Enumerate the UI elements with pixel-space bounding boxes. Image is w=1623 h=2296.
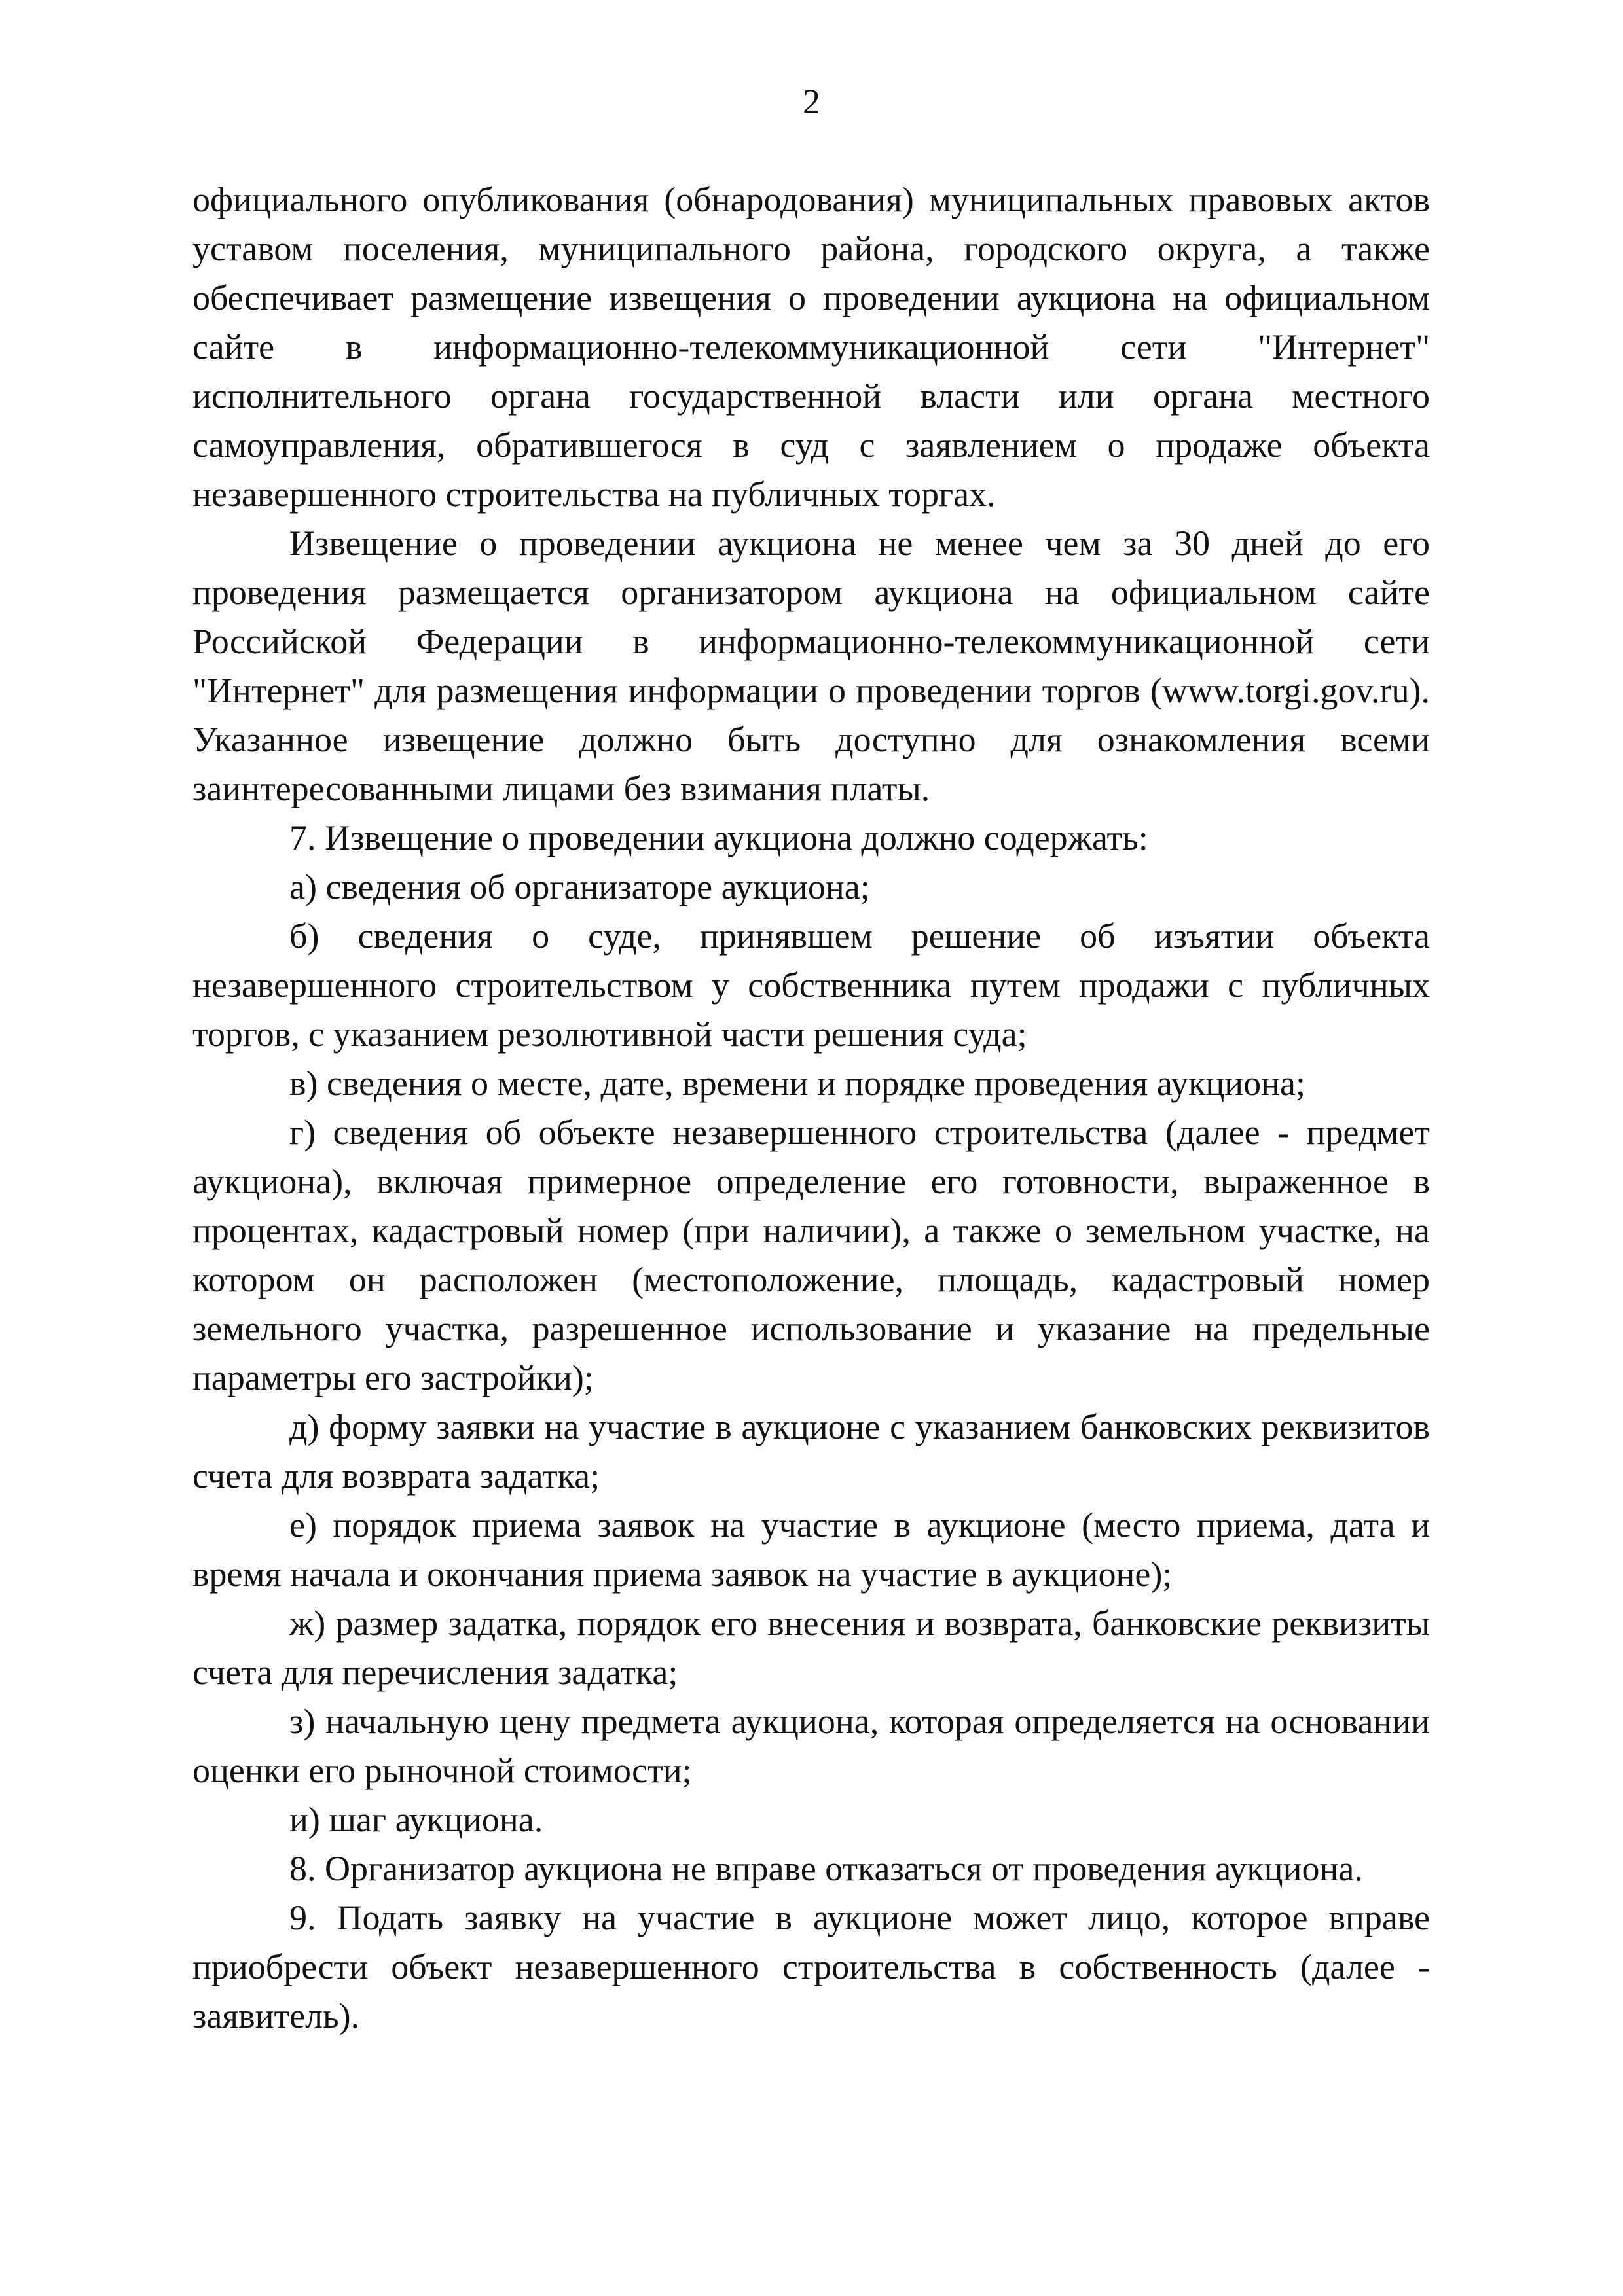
- list-item: и) шаг аукциона.: [289, 1800, 543, 1839]
- paragraph: Извещение о проведении аукциона не менее чем за 30 дней до его проведения размещается организатором аукциона на официальном сайте Российской Федерации в информационно-телекоммуникационной сети "Интернет" для размещения информации о проведении торгов (www.torgi.gov.ru). Указанное извещение должно быть доступно для ознакомления всеми заинтересованными лицами без взимания платы.: [192, 524, 1430, 808]
- list-item: ж) размер задатка, порядок его внесения и возврата, банковские реквизиты счета для перечисления задатка;: [192, 1604, 1430, 1692]
- document-body: [192, 175, 1430, 2041]
- page-number: 2: [803, 82, 820, 121]
- paragraph: 8. Организатор аукциона не вправе отказаться от проведения аукциона.: [289, 1849, 1363, 1888]
- list-item: д) форму заявки на участие в аукционе с указанием банковских реквизитов счета для возврата задатка;: [192, 1407, 1430, 1496]
- section-heading: 7. Извещение о проведении аукциона должно содержать:: [289, 818, 1148, 857]
- list-item: г) сведения об объекте незавершенного строительства (далее - предмет аукциона), включая примерное определение его готовности, выраженное в процентах, кадастровый номер (при наличии), а также о земельном участке, на котором он расположен (местоположение, площадь, кадастровый номер земельного участка, разрешенное использование и указание на предельные параметры его застройки);: [192, 1113, 1430, 1397]
- paragraph: официального опубликования (обнародования) муниципальных правовых актов уставом поселения, муниципального района, городского округа, а также обеспечивает размещение извещения о проведении аукциона на официальном сайте в информационно-телекоммуникационной сети "Интернет" исполнительного органа государственной власти или органа местного самоуправления, обратившегося в суд с заявлением о продаже объекта незавершенного строительства на публичных торгах.: [192, 180, 1430, 514]
- list-item: з) начальную цену предмета аукциона, которая определяется на основании оценки его рыночной стоимости;: [192, 1702, 1430, 1790]
- list-item: в) сведения о месте, дате, времени и порядке проведения аукциона;: [289, 1064, 1305, 1103]
- paragraph: 9. Подать заявку на участие в аукционе может лицо, которое вправе приобрести объект незавершенного строительства в собственность (далее - заявитель).: [192, 1898, 1430, 2036]
- list-item: б) сведения о суде, принявшем решение об изъятии объекта незавершенного строительством у собственника путем продажи с публичных торгов, с указанием резолютивной части решения суда;: [192, 916, 1430, 1054]
- list-item: а) сведения об организаторе аукциона;: [289, 867, 870, 906]
- list-item: е) порядок приема заявок на участие в аукционе (место приема, дата и время начала и окончания приема заявок на участие в аукционе);: [192, 1505, 1430, 1594]
